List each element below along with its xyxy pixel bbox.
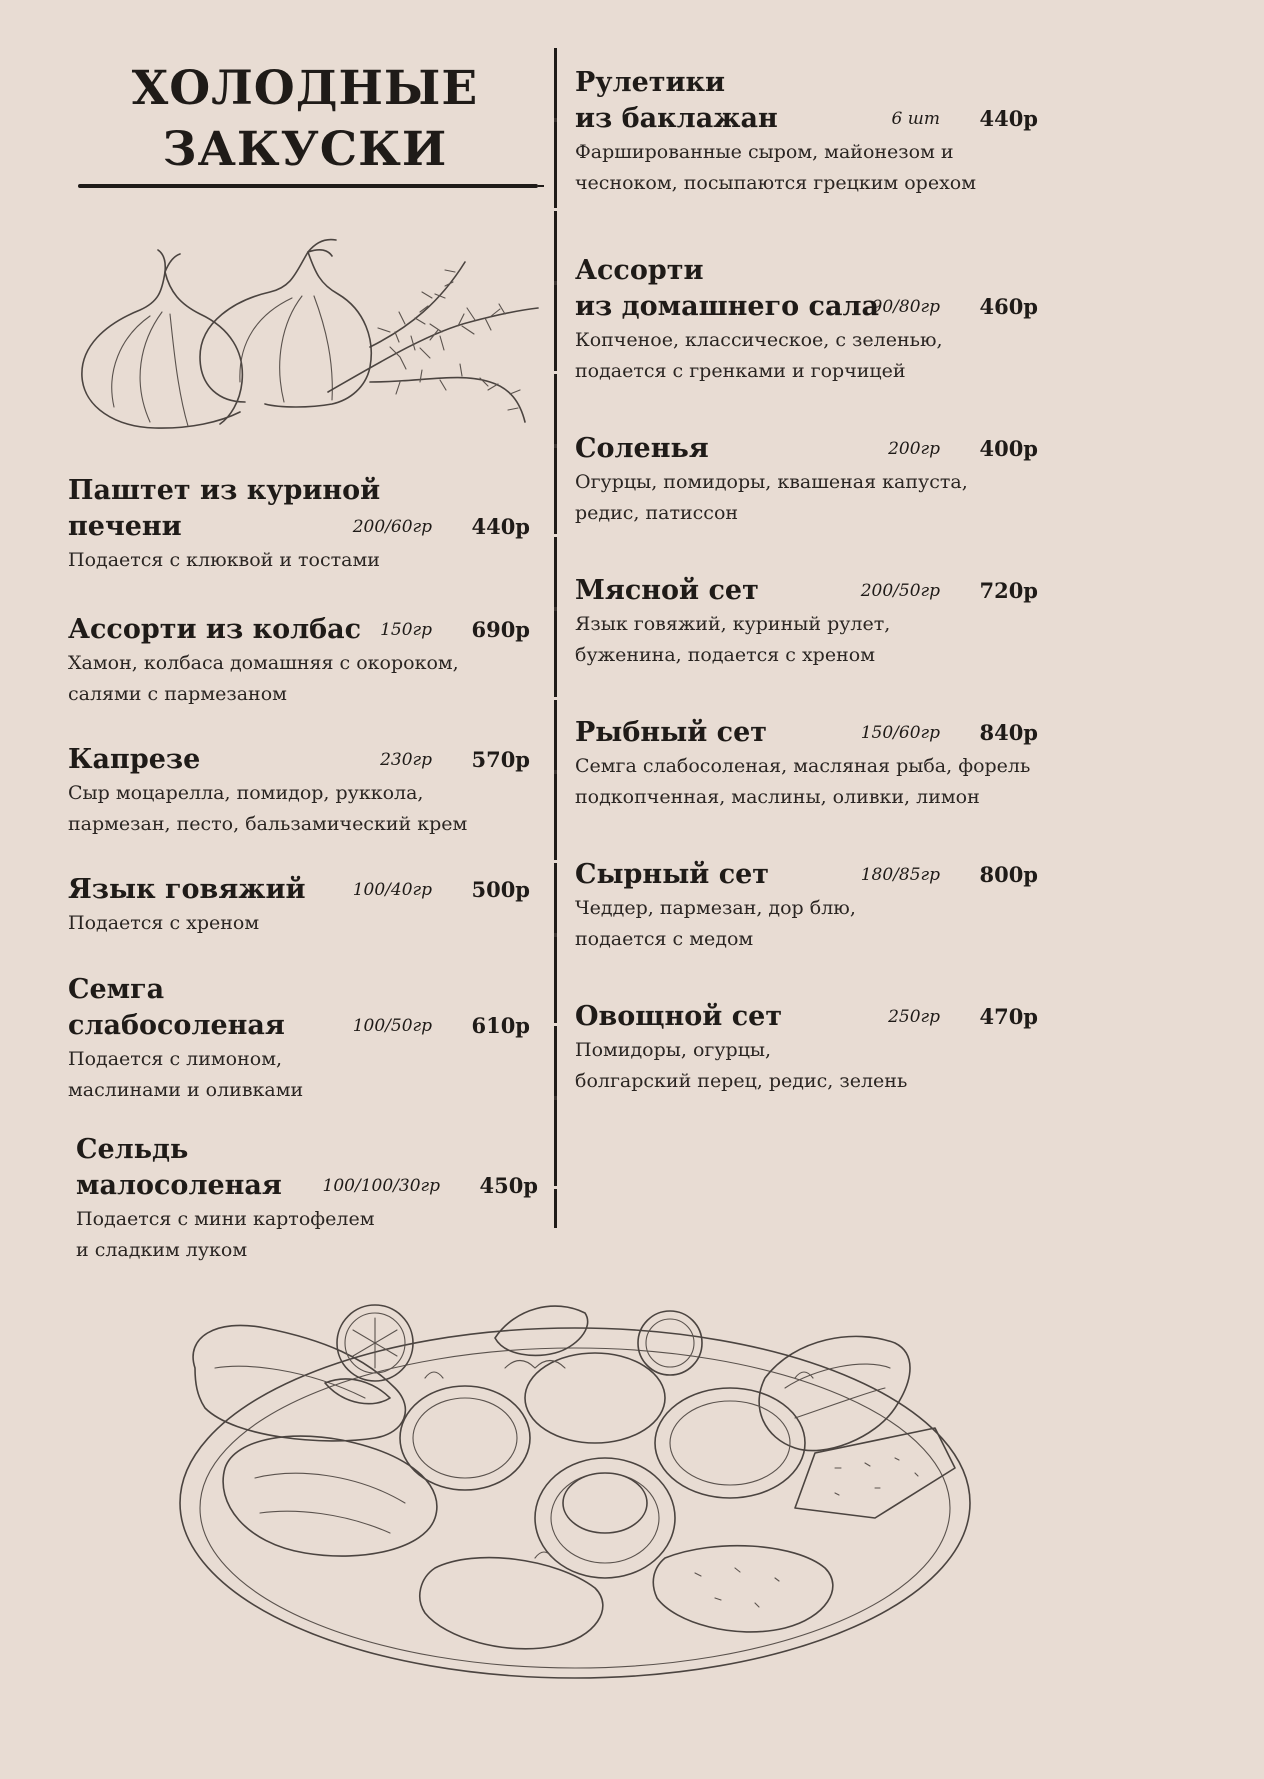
item-weight: 230гр [380, 750, 432, 770]
item-name: Ассорти из колбас [68, 614, 362, 645]
item-price: 460р [979, 294, 1038, 319]
item-description: Хамон, колбаса домашняя с окороком, салями с пармезаном [68, 652, 459, 705]
item-price: 840р [979, 720, 1038, 745]
item-name: Капрезе [68, 744, 201, 775]
item-price: 440р [471, 514, 530, 539]
item-weight: 250гр [888, 1007, 940, 1027]
item-description: Подается с хреном [68, 912, 260, 934]
item-weight: 200/50гр [860, 581, 940, 601]
item-description: Фаршированные сыром, майонезом и чесноком, посыпаются грецким орехом [575, 141, 977, 194]
item-weight: 100/100/30гр [322, 1176, 440, 1196]
title-line-2: ЗАКУСКИ [162, 122, 448, 177]
item-description: Копченое, классическое, с зеленью, подается с гренками и горчицей [575, 329, 943, 382]
item-weight: 6 шт [891, 109, 940, 129]
item-description: Подается с мини картофелем и сладким луком [76, 1208, 375, 1261]
item-name: Рыбный сет [575, 717, 767, 748]
item-description: Помидоры, огурцы, болгарский перец, редис, зелень [575, 1039, 908, 1092]
menu-item-sausage-assorti [68, 612, 530, 710]
menu-item-meat-set [575, 573, 1038, 671]
item-name: Сельдь малосоленая [76, 1134, 282, 1201]
item-price: 400р [979, 436, 1038, 461]
item-name: Паштет из куриной печени [68, 475, 381, 542]
item-price: 440р [979, 106, 1038, 131]
item-weight: 100/40гр [352, 880, 432, 900]
item-name: Сырный сет [575, 859, 770, 890]
item-price: 450р [479, 1173, 538, 1198]
menu-item-vegetable-set [575, 999, 1038, 1097]
item-description: Язык говяжий, куриный рулет, буженина, подается с хреном [575, 613, 891, 666]
item-name: Рулетики из баклажан [575, 67, 778, 134]
item-weight: 90/80гр [871, 297, 940, 317]
menu-item-cheese-set [575, 857, 1038, 955]
title-line-1: ХОЛОДНЫЕ [131, 61, 479, 116]
menu-item-caprese [68, 742, 530, 840]
item-weight: 150/60гр [860, 723, 940, 743]
item-weight: 200/60гр [352, 517, 432, 537]
item-price: 610р [471, 1013, 530, 1038]
item-weight: 150гр [380, 620, 432, 640]
item-name: Ассорти из домашнего сала [575, 255, 879, 322]
item-description: Огурцы, помидоры, квашеная капуста, редис, патиссон [575, 471, 968, 524]
item-name: Овощной сет [575, 1001, 783, 1032]
item-description: Сыр моцарелла, помидор, руккола, пармезан, песто, бальзамический крем [68, 782, 468, 835]
menu-item-pate [68, 473, 530, 576]
menu-item-salo-assorti [575, 253, 1038, 387]
menu-item-salmon [68, 972, 530, 1106]
item-price: 500р [471, 877, 530, 902]
item-weight: 100/50гр [352, 1016, 432, 1036]
item-name: Язык говяжий [68, 874, 306, 905]
garlic-thyme-illustration [70, 232, 540, 442]
item-description: Подается с клюквой и тостами [68, 549, 380, 571]
menu-item-beef-tongue [68, 872, 530, 939]
item-price: 690р [471, 617, 530, 642]
menu-item-fish-set [575, 715, 1038, 813]
item-price: 570р [471, 747, 530, 772]
item-description: Чеддер, пармезан, дор блю, подается с медом [575, 897, 856, 950]
column-divider [554, 48, 557, 1228]
title-underline [78, 184, 538, 188]
item-price: 720р [979, 578, 1038, 603]
item-name: Семга слабосоленая [68, 974, 285, 1041]
item-description: Семга слабосоленая, масляная рыба, форель подкопченная, маслины, оливки, лимон [575, 755, 1031, 808]
menu-item-pickles [575, 431, 1038, 529]
menu-item-eggplant-rolls [575, 65, 1038, 199]
item-name: Мясной сет [575, 575, 759, 606]
item-weight: 180/85гр [860, 865, 940, 885]
item-price: 800р [979, 862, 1038, 887]
item-weight: 200гр [888, 439, 940, 459]
section-title [70, 58, 540, 180]
item-price: 470р [979, 1004, 1038, 1029]
item-name: Соленья [575, 433, 709, 464]
menu-item-herring [76, 1132, 538, 1266]
item-description: Подается с лимоном, маслинами и оливками [68, 1048, 304, 1101]
platter-illustration [175, 1268, 985, 1708]
